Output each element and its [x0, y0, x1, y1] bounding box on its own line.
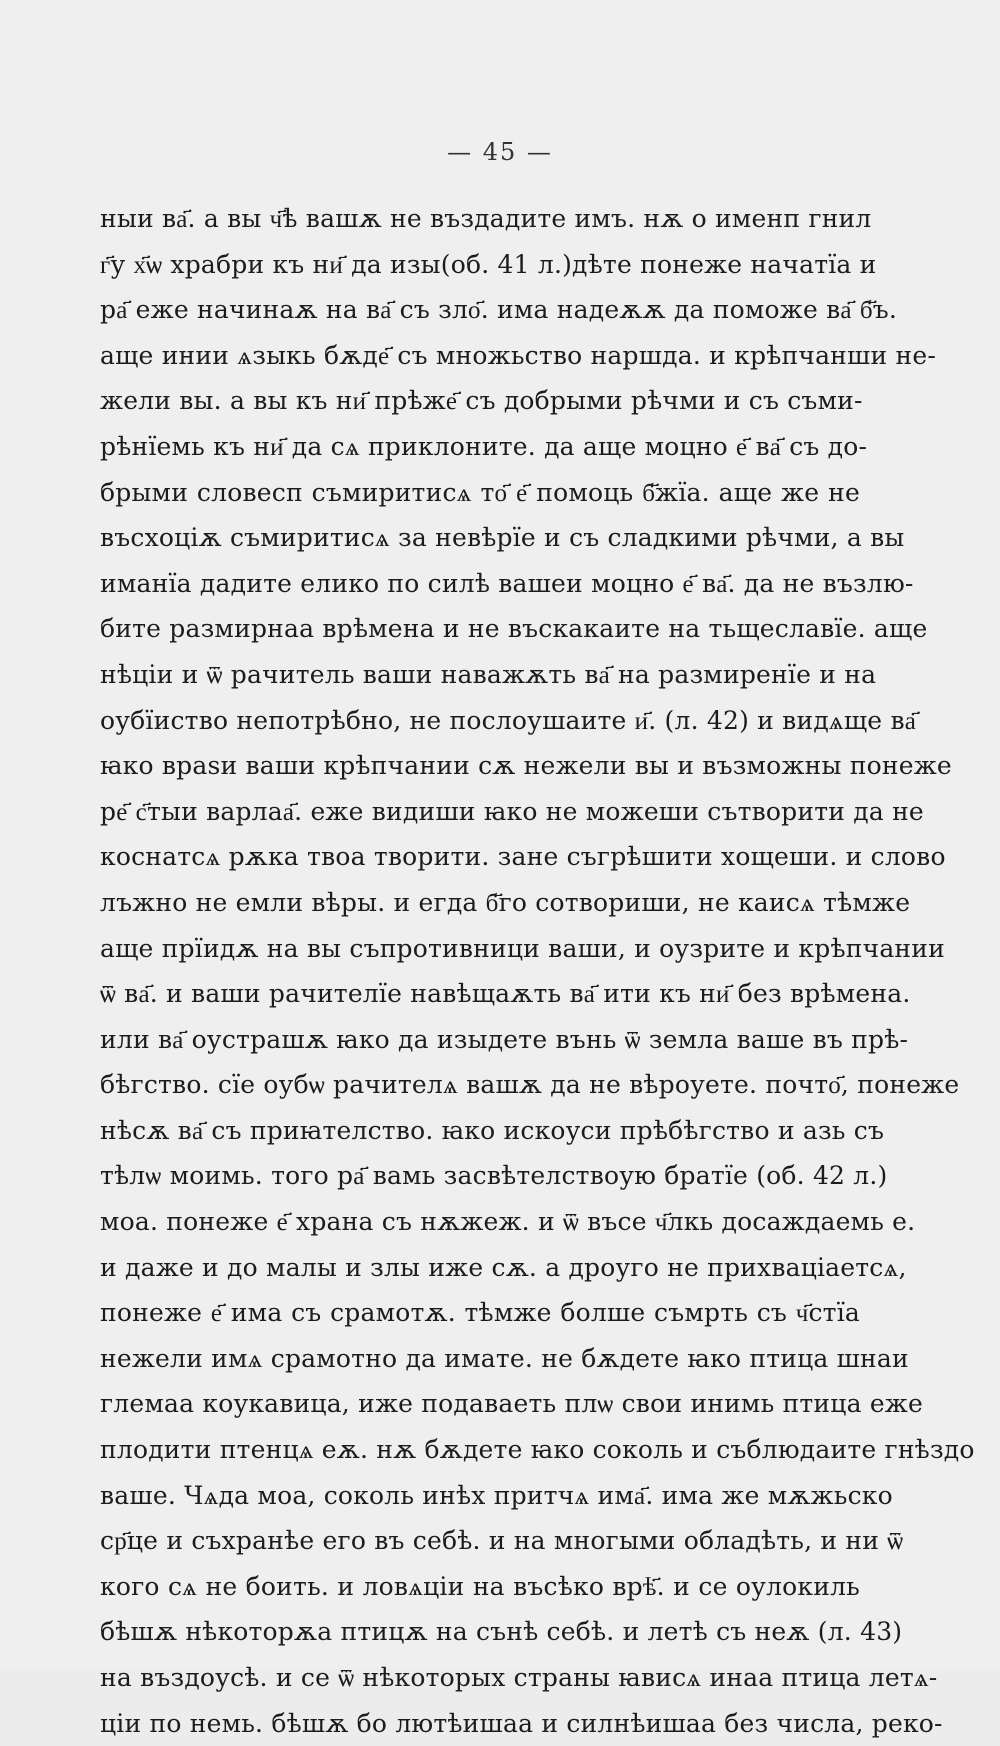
text-line: ваше. Чѧда моа, соколь инѣх притчѧ има҃. има же мѫжьско	[100, 1480, 893, 1510]
text-line: аще инии ѧзыкь бѫде҃ съ множьство наршда. и крѣпчанши не-	[100, 340, 936, 370]
text-line: въсхоціѫ съмиритисѧ за невѣрїе и съ сладкими рѣчми, а вы	[100, 523, 905, 553]
text-line: ср҃це и съхранѣе его въ себѣ. и на многыми обладѣть, и ни ѿ	[100, 1526, 904, 1556]
text-line: иманїа дадите елико по силѣ вашеи моцно е҃ ва҃. да не възлю-	[100, 568, 914, 598]
text-line: ꙗко враѕи ваши крѣпчании сѫ нежели вы и възможны понеже	[100, 751, 952, 781]
text-line: бѣшѫ нѣкоторѫа птицѫ на сънѣ себѣ. и летѣ съ неѫ (л. 43)	[100, 1617, 903, 1647]
text-line: и даже и до малы и злы иже сѫ. а дроуго не прихваціаетсѧ,	[100, 1252, 907, 1282]
text-line: на въздоусѣ. и се ѿ нѣкоторых страны ꙗвисѧ инаа птица летѧ-	[100, 1663, 938, 1692]
text-body	[100, 196, 975, 1746]
text-line: моа. понеже е҃ храна съ нѫжеж. и ѿ въсе ч҃лкь досаждаемь е.	[100, 1207, 916, 1237]
text-line: коснатсѧ рѫка твоа творити. зане съгрѣшити хощеши. и слово	[100, 842, 946, 872]
text-line: рѣнїемь къ ни҃ да сѧ приклоните. да аще моцно е҃ ва҃ съ до-	[100, 431, 868, 461]
text-line: или ва҃ оустрашѫ ꙗко да изыдете вънь ѿ земла ваше въ прѣ-	[100, 1024, 909, 1054]
text-line: ре҃ с҃тыи варлаа҃. еже видиши ꙗко не можеши сътворити да не	[100, 796, 924, 826]
text-line: лъжно не емли вѣры. и егда б҃го сотвориши, не каисѧ тѣмже	[100, 887, 911, 917]
text-line: оубїиство непотрѣбно, не послоушаите и҃. (л. 42) и видѧще ва҃	[100, 705, 917, 735]
page-number: — 45 —	[447, 138, 553, 166]
text-line: нѣціи и ѿ рачитель ваши наважѫть ва҃ на размиренїе и на	[100, 659, 877, 689]
text-line: ныи ва҃. а вы ч҃ѣ вашѫ не въздадите имъ. нѫ о именп гнил	[100, 204, 872, 233]
text-line: понеже е҃ има съ срамотѫ. тѣмже болше съмрть съ ч҃стїа	[100, 1298, 860, 1328]
text-line: брыми словесп съмиритисѧ то҃ е҃ помоць б҃жїа. аще же не	[100, 477, 860, 507]
text-line: глемаа коукавица, иже подаваеть плѡ свои инимь птица еже	[100, 1389, 924, 1419]
text-line: бѣгство. сїе оубѡ рачителѧ вашѫ да не вѣроуете. почто҃, понеже	[100, 1070, 960, 1100]
text-line: нежели имѧ срамотно да имате. не бѫдете ꙗко птица шнаи	[100, 1343, 909, 1373]
text-line: бите размирнаа врѣмена и не въскакаите на тьщеславїе. аще	[100, 614, 928, 644]
text-line: г҃у х҃ѡ храбри къ ни҃ да изы(об. 41 л.)дѣте понеже начатїа и	[100, 249, 877, 279]
text-line: нѣсѫ ва҃ съ приꙗтелство. ꙗко искоуси прѣбѣгство и азь съ	[100, 1115, 885, 1145]
text-line: плодити птенцѧ еѫ. нѫ бѫдете ꙗко соколь и съблюдаите гнѣздо	[100, 1435, 975, 1465]
text-line: аще прїидѫ на вы съпротивници ваши, и оузрите и крѣпчании	[100, 933, 946, 963]
text-line: ра҃ еже начинаѫ на ва҃ съ зло҃. има надеѫѫ да поможе ва҃ б҃ъ.	[100, 295, 897, 325]
text-line: жели вы. а вы къ ни҃ прѣже҃ съ добрыми рѣчми и съ съми-	[100, 386, 863, 416]
text-line: тѣлѡ моимь. того ра҃ вамь засвѣтелствоую братїе (об. 42 л.)	[100, 1161, 888, 1191]
text-line: ѿ ва҃. и ваши рачителїе навѣщаѫть ва҃ ити къ ни҃ без врѣмена.	[100, 979, 911, 1009]
text-line: кого сѧ не боить. и ловѧціи на въсѣко врѣ҃. и се оулокиль	[100, 1571, 860, 1601]
text-line: ціи по немь. бѣшѫ бо лютѣишаа и силнѣишаа без числа, реко-	[100, 1708, 943, 1738]
